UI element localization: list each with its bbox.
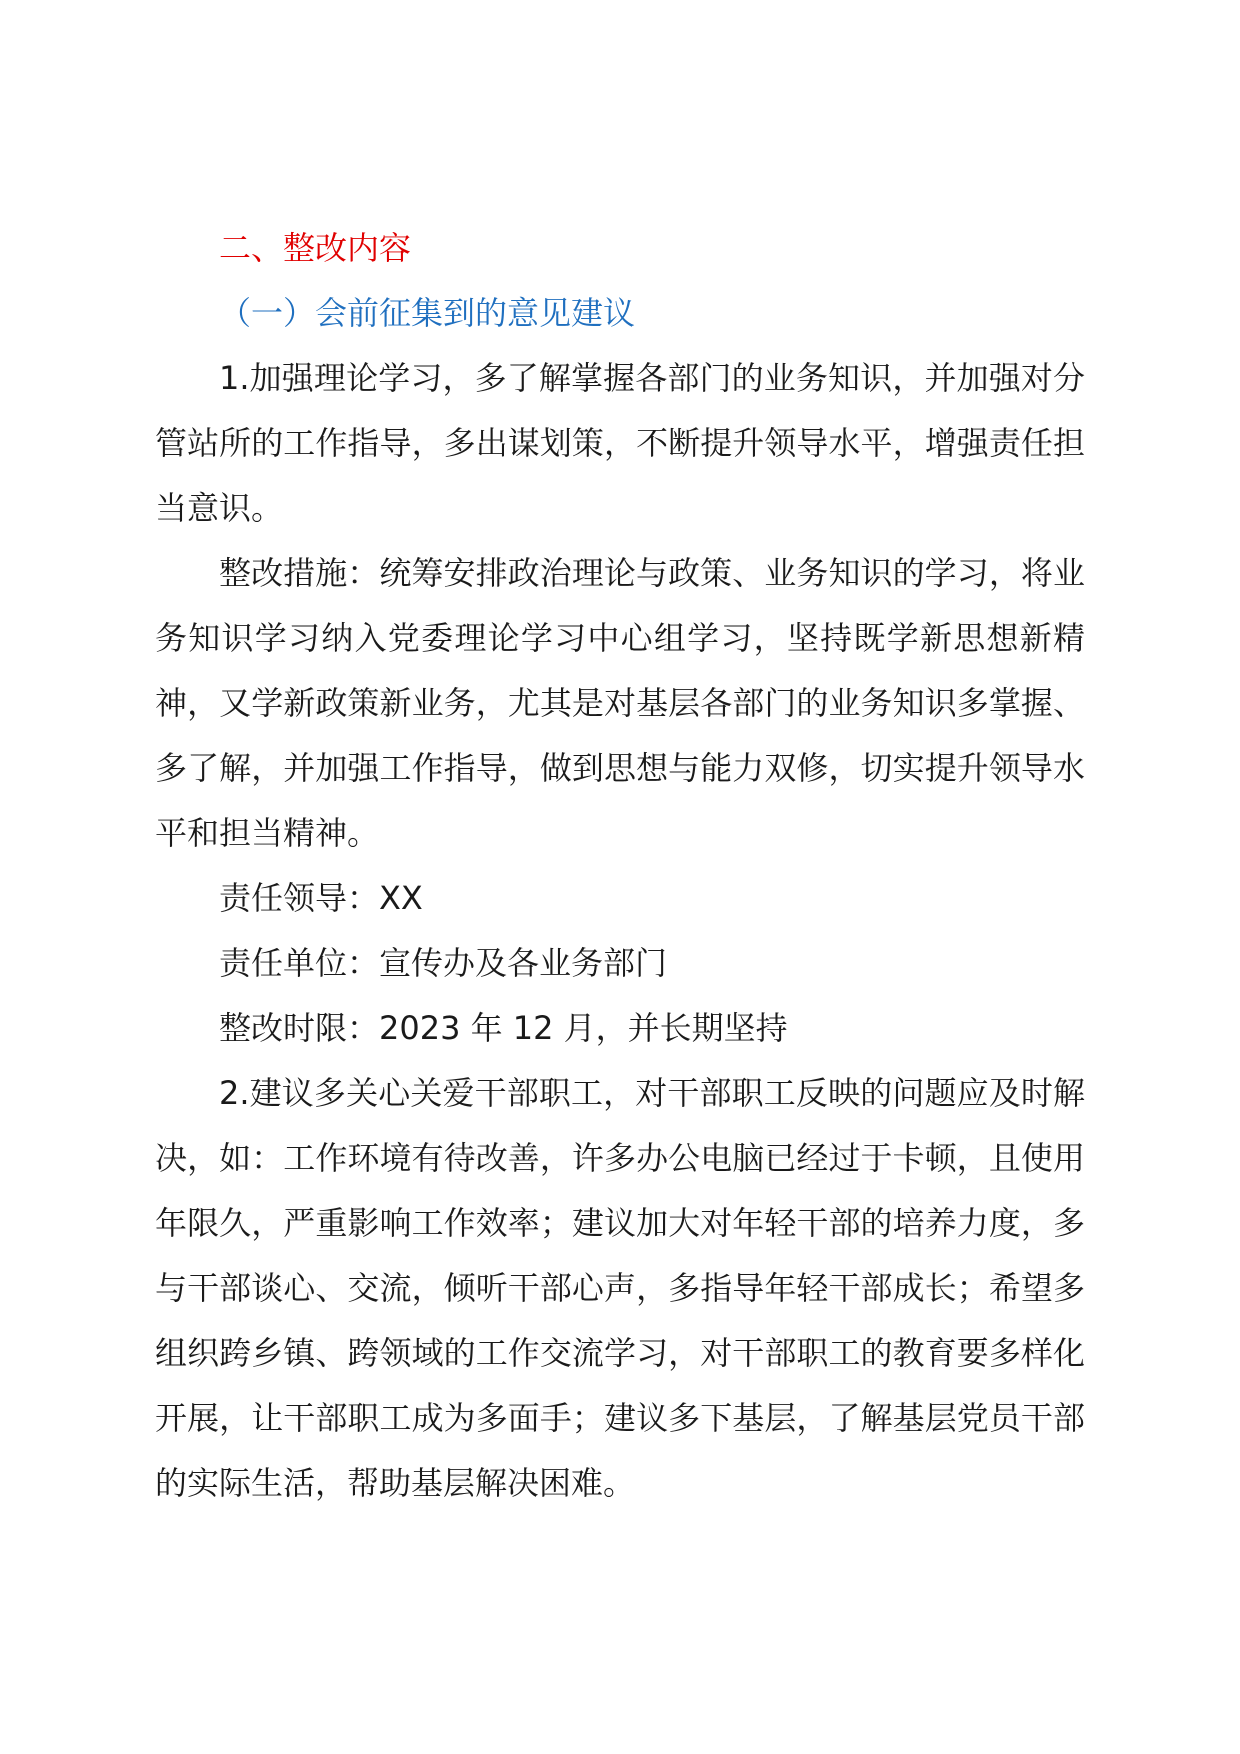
item-1-deadline: 整改时限：2023 年 12 月，并长期坚持 bbox=[219, 1009, 788, 1047]
section-heading: 二、整改内容 bbox=[219, 229, 412, 267]
subsection-heading: （一）会前征集到的意见建议 bbox=[219, 294, 636, 332]
item-2-text: 2.建议多关心关爱干部职工，对干部职工反映的问题应及时解决，如：工作环境有待改善，许多办公电脑已经过于卡顿，且使用年限久，严重影响工作效率；建议加大对年轻干部的培养力度，多与干部谈心、交流，倾听干部心声，多指导年轻干部成长；希望多组织跨乡镇、跨领域的工作交流学习，对干部职工的教育要多样化开展，让干部职工成为多面手；建议多下基层，了解基层党员干部的实际生活，帮助基层解决困难。 bbox=[155, 1074, 1085, 1502]
item-1-text: 1.加强理论学习，多了解掌握各部门的业务知识，并加强对分管站所的工作指导，多出谋划策，不断提升领导水平，增强责任担当意识。 bbox=[155, 359, 1085, 527]
item-1-unit: 责任单位：宣传办及各业务部门 bbox=[219, 944, 668, 982]
item-1-measures: 整改措施：统筹安排政治理论与政策、业务知识的学习，将业务知识学习纳入党委理论学习中心组学习，坚持既学新思想新精神，又学新政策新业务，尤其是对基层各部门的业务知识多掌握、多了解，并加强工作指导，做到思想与能力双修，切实提升领导水平和担当精神。 bbox=[155, 554, 1085, 852]
item-1-leader: 责任领导：XX bbox=[219, 879, 423, 917]
document-body bbox=[155, 216, 1085, 1516]
